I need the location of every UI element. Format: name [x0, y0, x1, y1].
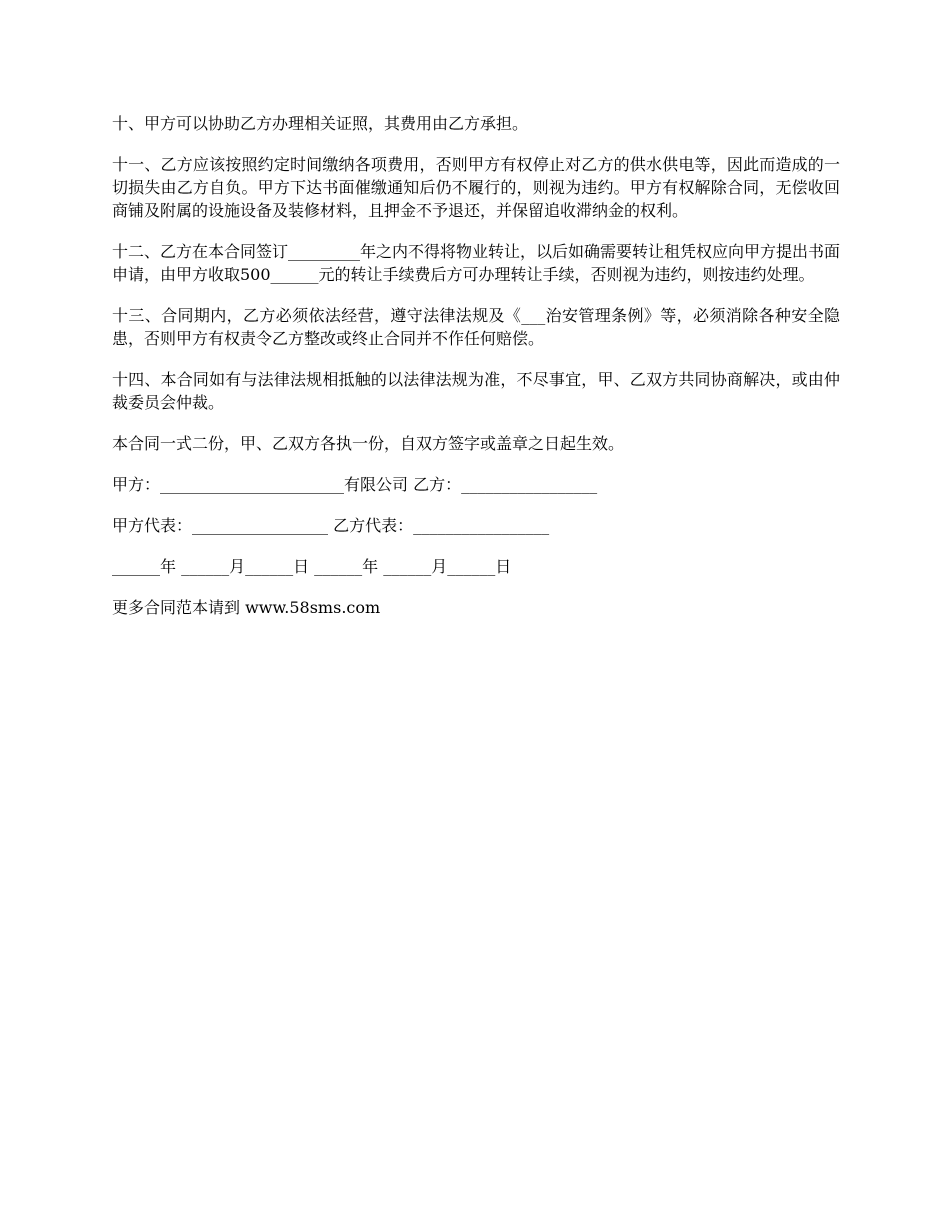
signature-parties-line: 甲方：_______________________有限公司 乙方：_________________ [112, 475, 598, 494]
effectiveness-clause: 本合同一式二份，甲、乙双方各执一份，自双方签字或盖章之日起生效。 [112, 434, 625, 453]
clause-10: 十、甲方可以协助乙方办理相关证照，其费用由乙方承担。 [112, 114, 529, 133]
clause-14: 十四、本合同如有与法律法规相抵触的以法律法规为准，不尽事宜，甲、乙双方共同协商解决，或由仲裁委员会仲裁。 [112, 370, 840, 412]
footer-note: 更多合同范本请到 www.58sms.com [112, 598, 381, 617]
clause-11: 十一、乙方应该按照约定时间缴纳各项费用，否则甲方有权停止对乙方的供水供电等，因此而造成的一切损失由乙方自负。甲方下达书面催缴通知后仍不履行的，则视为违约。甲方有权解除合同，无偿收回商铺及附属的设施设备及装修材料，且押金不予退还，并保留追收滞纳金的权利。 [112, 155, 840, 220]
signature-dates-line: ______年 ______月______日 ______年 ______月______日 [112, 557, 512, 576]
signature-representatives-line: 甲方代表：_________________ 乙方代表：_________________ [112, 516, 550, 535]
clause-13: 十三、合同期内，乙方必须依法经营，遵守法律法规及《___治安管理条例》等，必须消除各种安全隐患，否则甲方有权责令乙方整改或终止合同并不作任何赔偿。 [112, 306, 840, 348]
contract-page [112, 112, 840, 637]
clause-12: 十二、乙方在本合同签订_________年之内不得将物业转让，以后如确需要转让租凭权应向甲方提出书面申请，由甲方收取500______元的转让手续费后方可办理转让手续，否则视为违约，则按违约处理。 [112, 242, 841, 284]
